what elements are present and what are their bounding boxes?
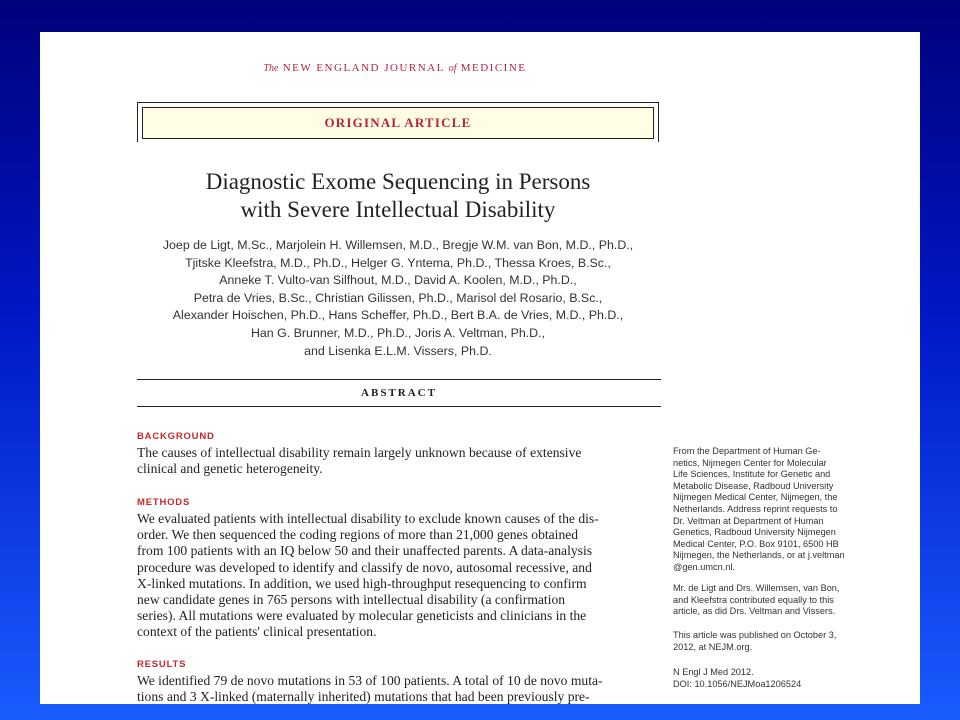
text-line: We evaluated patients with intellectual disability to exclude known causes of the dis- [137,511,599,526]
note-line: Netherlands. Address reprint requests to [673,503,838,514]
methods-text [137,511,661,641]
background-heading: BACKGROUND [137,431,215,442]
text-line: from 100 patients with an IQ below 50 and their unaffected parents. A data-analysis [137,543,593,559]
text-line: context of the patients' clinical presentation. [137,624,377,640]
text-line: The causes of intellectual disability remain largely unknown because of extensive [137,445,582,460]
text-line: tions and 3 X-linked (maternally inherited) mutations that had been previously pre- [137,689,590,704]
text-line: We identified 79 de novo mutations in 53 of 100 patients. A total of 10 de novo muta- [137,673,603,688]
doi: DOI: 10.1056/NEJMoa1206524 [673,678,802,689]
journal-of: of [448,63,457,74]
author-line: Anneke T. Vulto-van Silfhout, M.D., David A. Koolen, M.D., Ph.D., [219,273,577,288]
article-type-label: ORIGINAL ARTICLE [324,115,472,130]
note-line: netics, Nijmegen Center for Molecular [673,457,827,468]
note-line: Dr. Veltman at Department of Human [673,515,824,526]
text-line: procedure was developed to identify and classify de novo, autosomal recessive, and [137,559,592,575]
note-line: This article was published on October 3, [673,630,837,640]
results-heading: RESULTS [137,659,187,670]
contribution-note [673,583,913,618]
note-line: Nijmegen Medical Center, Nijmegen, the [673,492,838,503]
publication-note [673,630,913,653]
author-line: and Lisenka E.L.M. Vissers, Ph.D. [304,343,492,358]
title-line: with Severe Intellectual Disability [240,197,556,222]
title-line: Diagnostic Exome Sequencing in Persons [205,169,591,194]
note-line: Genetics, Radboud University Nijmegen [673,527,836,538]
note-line: Medical Center, P.O. Box 9101, 6500 HB [673,538,839,549]
article-title [137,168,659,224]
journal-suffix: MEDICINE [460,62,527,74]
article-type-banner [142,107,654,139]
author-line: Tjitske Kleefstra, M.D., Ph.D., Helger G. Yntema, Ph.D., Thessa Kroes, B.Sc., [185,255,611,270]
journal-masthead [245,62,545,74]
article-page [40,32,920,704]
author-list [122,237,674,360]
citation: N Engl J Med 2012. [673,667,754,677]
note-line: and Kleefstra contributed equally to this [673,594,834,605]
author-line: Han G. Brunner, M.D., Ph.D., Joris A. Veltman, Ph.D., [250,325,546,340]
text-line: clinical and genetic heterogeneity. [137,461,323,477]
abstract-label: ABSTRACT [361,387,437,399]
abstract-header [137,379,661,407]
journal-prefix: The [263,63,279,74]
author-line: Alexander Hoischen, Ph.D., Hans Scheffer, Ph.D., Bert B.A. de Vries, M.D., Ph.D., [172,308,624,323]
text-line: order. We then sequenced the coding regions of more than 21,000 genes obtained [137,527,579,543]
text-line: X-linked mutations. In addition, we used high-throughput resequencing to confirm [137,575,587,591]
journal-name: NEW ENGLAND JOURNAL [282,62,445,74]
note-line: From the Department of Human Ge- [673,446,821,456]
note-line: Nijmegen, the Netherlands, or at j.veltman [673,550,845,561]
affiliation-note [673,446,913,574]
note-line: 2012, at NEJM.org. [673,641,753,652]
text-line: new candidate genes in 765 persons with intellectual disability (a confirmation [137,592,566,608]
note-line: @gen.umcn.nl. [673,561,735,572]
note-line: Life Sciences, Institute for Genetic and [673,469,831,480]
note-line: Metabolic Disease, Radboud University [673,480,834,491]
methods-heading: METHODS [137,497,191,508]
author-line: Joep de Ligt, M.Sc., Marjolein H. Willemsen, M.D., Bregje W.M. van Bon, M.D., Ph.D., [162,238,634,252]
note-line: Mr. de Ligt and Drs. Willemsen, van Bon, [673,583,840,593]
note-line: article, as did Drs. Veltman and Vissers. [673,606,836,617]
results-text [137,673,661,704]
citation-note [673,667,913,690]
author-line: Petra de Vries, B.Sc., Christian Gilissen, Ph.D., Marisol del Rosario, B.Sc., [193,290,603,305]
text-line: series). All mutations were evaluated by molecular geneticists and clinicians in the [137,608,587,624]
article-type-frame [137,102,659,142]
background-text [137,445,661,477]
